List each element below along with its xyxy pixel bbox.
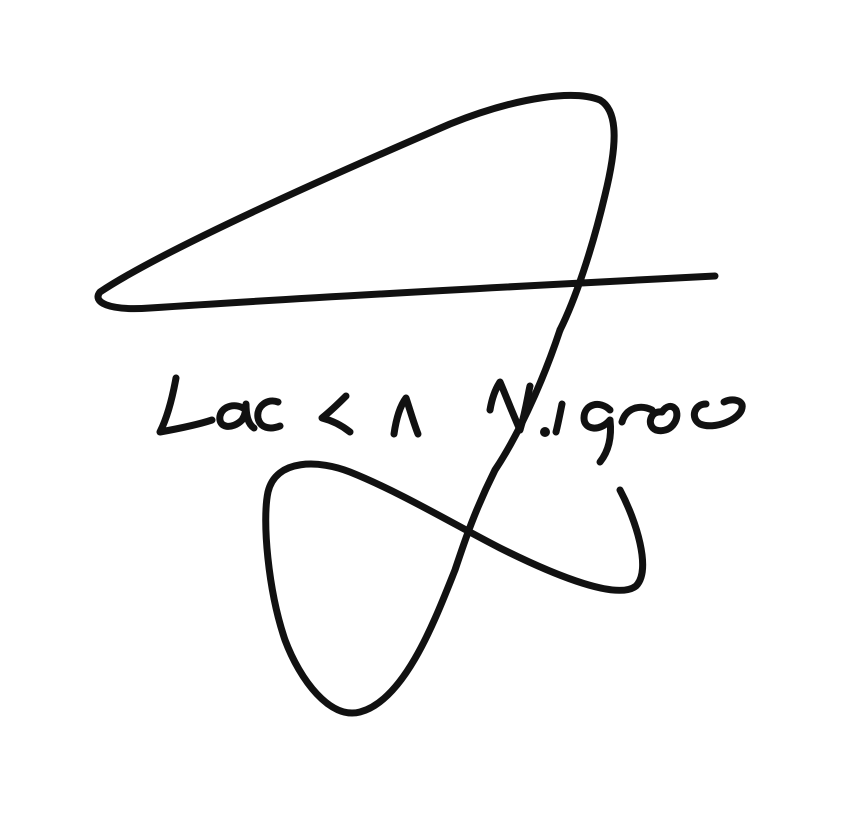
signature-letter-o [650,406,677,430]
signature-letter-g [584,404,611,462]
signature-letter-o2 [694,400,742,426]
signature-letter-n2 [490,382,530,430]
signature-letter-n [394,398,418,434]
signature-letter-r [258,401,280,428]
signature-ink [98,95,742,713]
signature-letter-a [220,404,254,428]
signature-triangle-loop [98,95,715,330]
signature-stem [266,330,643,713]
signature-letter-i [556,404,562,432]
signature-letter-a2 [322,396,350,432]
signature-letter-l [160,378,212,432]
signature-i-dot [540,427,550,437]
